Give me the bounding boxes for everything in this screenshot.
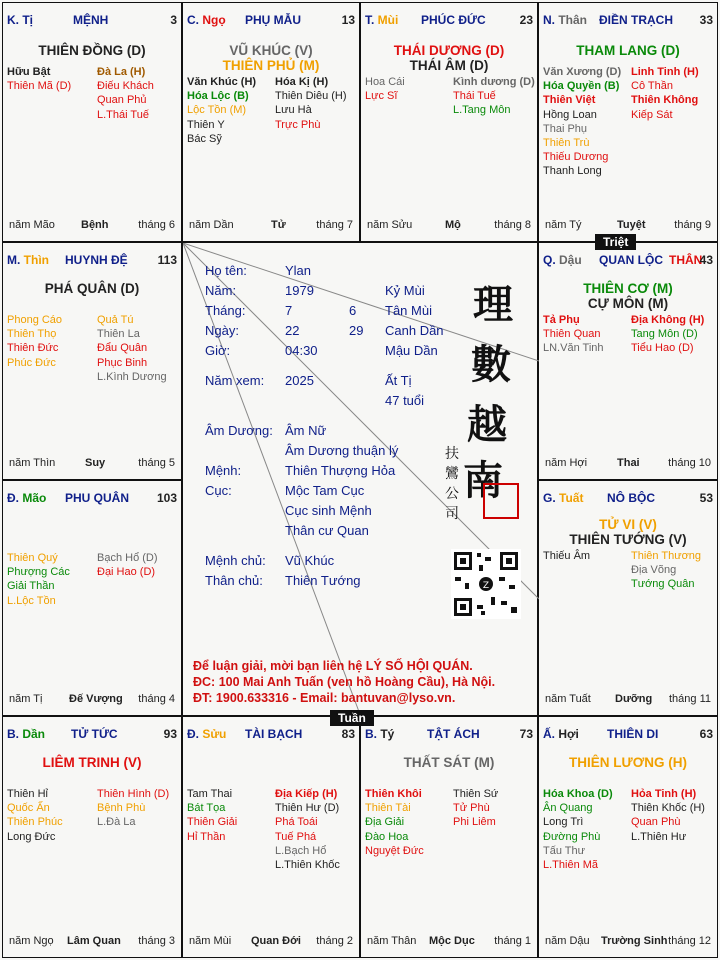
- star: Thiên Phúc: [7, 816, 63, 829]
- palace-header: [7, 253, 177, 269]
- palace-name: PHÚC ĐỨC: [421, 13, 486, 27]
- star: Thiên Thọ: [7, 328, 57, 341]
- label-nam: Năm:: [205, 283, 237, 298]
- footer-year: năm Tị: [9, 693, 43, 705]
- minor-stars-left: [543, 549, 590, 563]
- star: Thiên Mã (D): [7, 80, 72, 93]
- minor-stars-left: [365, 75, 405, 103]
- main-star: THẤT SÁT (M): [403, 755, 495, 770]
- main-star: TỬ VI (V): [599, 517, 657, 532]
- palace-footer: [189, 935, 353, 949]
- star: Thanh Long: [543, 165, 602, 178]
- star: Thiên Việt: [543, 94, 596, 107]
- star: Thiên Hư (D): [275, 802, 340, 815]
- star: Quan Phù: [631, 816, 681, 829]
- star: Phi Liêm: [453, 816, 496, 829]
- palace-footer: [9, 693, 175, 707]
- star: Quốc Ấn: [7, 802, 50, 815]
- minor-stars-right: [97, 313, 167, 384]
- value-cuc-3: Thân cư Quan: [285, 523, 369, 538]
- palace-header: [7, 491, 177, 507]
- minor-stars-left: [187, 75, 256, 146]
- palace-header: [7, 13, 177, 29]
- footer-stage: Tử: [271, 219, 286, 231]
- palace-ty-ti: [360, 716, 538, 958]
- footer-month: tháng 7: [316, 219, 353, 231]
- palace-footer: [9, 219, 175, 233]
- star: L.Bạch Hổ: [275, 844, 327, 857]
- palace-number: 3: [170, 13, 177, 27]
- palace-stem-branch: M. Thìn: [7, 253, 49, 267]
- palace-thin: [2, 242, 182, 480]
- contact-line-3: ĐT: 1900.633316 - Email: bantuvan@lyso.vn.: [193, 691, 456, 705]
- star: Thiên Giải: [187, 816, 238, 829]
- palace-stem-branch: C. Ngọ: [187, 13, 226, 27]
- value-cuc-2: Cục sinh Mệnh: [285, 503, 372, 518]
- main-star: THÁI ÂM (D): [409, 58, 489, 73]
- star: Đường Phù: [543, 830, 601, 843]
- star: L.Thái Tuế: [97, 108, 149, 121]
- palace-stem-branch: Ấ. Hợi: [543, 727, 579, 741]
- value-gio-can: Mậu Dần: [385, 343, 438, 358]
- palace-name: MỆNH: [73, 13, 109, 27]
- star: Tuế Phá: [275, 830, 317, 843]
- star: Phá Toái: [275, 816, 318, 829]
- minor-stars-right: [631, 787, 705, 844]
- star: L.Thiên Mã: [543, 859, 599, 872]
- palace-stem-branch: B. Dần: [7, 727, 46, 741]
- palace-number: 73: [519, 727, 533, 741]
- palace-name: TÀI BẠCH: [245, 727, 303, 741]
- calligraphy-small: 公: [445, 486, 459, 502]
- value-gio: 04:30: [285, 343, 318, 358]
- star: Thiên Diêu (H): [275, 90, 347, 103]
- star: Hữu Bật: [7, 66, 51, 78]
- palace-number: 103: [156, 491, 177, 505]
- triet-badge: Triệt: [595, 234, 636, 250]
- red-seal-icon: [483, 483, 519, 519]
- star: Thiên Đức: [7, 342, 59, 355]
- palace-header: [365, 727, 533, 743]
- label-ho-ten: Họ tên:: [205, 263, 247, 278]
- value-menh: Thiên Thượng Hỏa: [285, 463, 396, 478]
- value-tuoi: 47 tuổi: [385, 393, 425, 408]
- star: Cô Thần: [631, 80, 673, 93]
- star: LN.Văn Tinh: [543, 342, 604, 355]
- star: L.Thiên Hư: [631, 830, 687, 843]
- value-than-chu: Thiên Tướng: [285, 573, 361, 588]
- star: Lưu Hà: [275, 104, 312, 117]
- value-ho-ten: Ylan: [285, 263, 312, 278]
- star: Địa Võng: [631, 564, 677, 577]
- palace-name: NÔ BỘC: [607, 491, 655, 505]
- palace-name: QUAN LỘC: [599, 253, 663, 267]
- qr-code-icon: [451, 549, 521, 619]
- star: Thiên La: [97, 328, 140, 341]
- palace-header: [365, 13, 533, 29]
- star: Tướng Quân: [631, 578, 695, 591]
- star: Đẩu Quân: [97, 342, 148, 355]
- footer-year: năm Thìn: [9, 457, 56, 469]
- minor-stars-left: [365, 787, 424, 858]
- main-star: THIÊN CƠ (M): [583, 281, 673, 296]
- palace-stem-branch: K. Tị: [7, 13, 33, 27]
- footer-year: năm Dần: [189, 219, 234, 231]
- star: Thiên Thương: [631, 550, 702, 562]
- palace-hoi: [538, 716, 718, 958]
- star: Quan Phủ: [97, 94, 147, 107]
- star: Điếu Khách: [97, 80, 154, 93]
- palace-stem-branch: B. Tý: [365, 727, 395, 741]
- star: L.Thiên Khốc: [275, 859, 340, 872]
- star: Tử Phù: [453, 802, 490, 815]
- star: Hỉ Thần: [187, 830, 226, 843]
- star: Văn Xương (D): [543, 66, 622, 78]
- label-nam-xem: Năm xem:: [205, 373, 265, 388]
- star: Bát Tọa: [187, 802, 226, 815]
- star: Thiếu Âm: [543, 550, 591, 562]
- star: Quả Tú: [97, 314, 134, 326]
- palace-dau: [538, 242, 718, 480]
- star: Long Trì: [543, 816, 584, 829]
- value-nam-can: Kỷ Mùi: [385, 283, 425, 298]
- star: Địa Giải: [365, 816, 405, 829]
- main-star: THIÊN PHỦ (M): [222, 58, 320, 73]
- star: Hồng Loan: [543, 108, 597, 121]
- star: Thiên Khốc (H): [631, 802, 705, 815]
- palace-name: ĐIỀN TRẠCH: [599, 13, 673, 27]
- star: L.Lộc Tồn: [7, 594, 56, 607]
- palace-stem-branch: Đ. Mão: [7, 491, 47, 505]
- palace-name: PHỤ MẪU: [245, 13, 301, 27]
- palace-mao: [2, 480, 182, 716]
- star: Nguyệt Đức: [365, 844, 424, 857]
- star: Địa Kiếp (H): [275, 788, 338, 800]
- calligraphy-small: 司: [445, 506, 459, 522]
- palace-number: 13: [341, 13, 355, 27]
- value-ngay: 22: [285, 323, 300, 338]
- palace-header: [543, 491, 713, 507]
- than-marker: THÂN: [669, 253, 703, 267]
- minor-stars-left: [543, 313, 604, 356]
- footer-month: tháng 5: [138, 457, 175, 469]
- footer-year: năm Mão: [9, 219, 55, 231]
- star: Thái Tuế: [453, 90, 496, 103]
- calligraphy-char: 越: [467, 401, 507, 448]
- minor-stars-right: [453, 75, 535, 118]
- star: Ân Quang: [543, 802, 593, 815]
- label-cuc: Cục:: [205, 483, 232, 498]
- footer-stage: Mộc Dục: [429, 935, 475, 947]
- palace-footer: [189, 219, 353, 233]
- palace-footer: [545, 935, 711, 949]
- star: L.Tang Môn: [453, 104, 511, 117]
- value-nam: 1979: [285, 283, 314, 298]
- contact-line-2: ĐC: 100 Mai Anh Tuấn (ven hồ Hoàng Cầu), Hà Nội.: [193, 675, 496, 689]
- tuan-badge: Tuần: [330, 710, 374, 726]
- footer-month: tháng 11: [668, 693, 711, 705]
- footer-stage: Trường Sinh: [601, 935, 668, 947]
- star: Hoa Cái: [365, 76, 405, 88]
- minor-stars-right: [453, 787, 498, 830]
- calligraphy-small: 鸞: [445, 466, 459, 482]
- label-am-duong: Âm Dương:: [205, 423, 273, 438]
- star: Phúc Đức: [7, 356, 56, 369]
- main-star: THIÊN LƯƠNG (H): [569, 755, 687, 770]
- star: Hỏa Tinh (H): [631, 788, 697, 800]
- star: Bác Sỹ: [187, 132, 222, 145]
- footer-year: năm Dậu: [545, 935, 590, 947]
- star: Thiên Sứ: [453, 788, 499, 800]
- value-thang-can: Tân Mùi: [385, 303, 432, 318]
- palace-footer: [545, 457, 711, 471]
- star: Đại Hao (D): [97, 566, 156, 579]
- star: Linh Tinh (H): [631, 66, 699, 78]
- palace-number: 33: [699, 13, 713, 27]
- star: Bạch Hổ (D): [97, 552, 158, 564]
- palace-name: THIÊN DI: [607, 727, 659, 741]
- footer-month: tháng 2: [316, 935, 353, 947]
- star: Thiên Không: [631, 94, 699, 107]
- star: Phục Binh: [97, 356, 148, 369]
- star: Hóa Khoa (D): [543, 788, 613, 800]
- palace-stem-branch: Đ. Sửu: [187, 727, 227, 741]
- palace-dan: [2, 716, 182, 958]
- minor-stars-left: [7, 551, 70, 608]
- label-menh: Mệnh:: [205, 463, 242, 478]
- star: Thiên Tài: [365, 802, 411, 815]
- star: Văn Khúc (H): [187, 76, 257, 88]
- footer-year: năm Tý: [545, 219, 582, 231]
- label-menh-chu: Mệnh chủ:: [205, 553, 266, 568]
- value-nam-xem: 2025: [285, 373, 314, 388]
- label-gio: Giờ:: [205, 343, 231, 358]
- star: Giải Thần: [7, 580, 55, 593]
- footer-stage: Thai: [617, 457, 640, 469]
- center-info-panel: [182, 242, 538, 716]
- footer-month: tháng 3: [138, 935, 175, 947]
- footer-month: tháng 4: [138, 693, 175, 705]
- footer-stage: Bệnh: [81, 219, 109, 231]
- palace-ty: [2, 2, 182, 242]
- star: Thiên Hỉ: [7, 788, 48, 800]
- star: Thiên Khôi: [365, 788, 422, 800]
- star: Thai Phụ: [543, 122, 588, 135]
- palace-header: [7, 727, 177, 743]
- main-star: THAM LANG (D): [576, 43, 680, 58]
- footer-stage: Suy: [85, 457, 106, 469]
- star: Tang Môn (D): [631, 328, 698, 341]
- palace-footer: [367, 935, 531, 949]
- minor-stars-right: [631, 549, 701, 592]
- palace-header: [187, 727, 355, 743]
- footer-stage: Mộ: [445, 219, 461, 231]
- palace-name: PHU QUÂN: [65, 491, 130, 505]
- footer-month: tháng 1: [494, 935, 531, 947]
- star: Đào Hoa: [365, 830, 409, 843]
- star: Thiếu Dương: [543, 151, 609, 164]
- value-cuc: Mộc Tam Cục: [285, 483, 365, 498]
- star: Thiên Trù: [543, 137, 590, 150]
- star: Hóa Quyền (B): [543, 80, 620, 93]
- main-star: THÁI DƯƠNG (D): [393, 43, 505, 58]
- star: Kình dương (D): [453, 76, 535, 88]
- star: Trực Phù: [275, 118, 321, 131]
- footer-stage: Tuyệt: [617, 219, 646, 231]
- palace-suu: [182, 716, 360, 958]
- palace-footer: [545, 693, 711, 707]
- footer-stage: Lâm Quan: [67, 935, 121, 947]
- footer-stage: Dưỡng: [615, 693, 653, 705]
- palace-stem-branch: G. Tuất: [543, 491, 584, 505]
- main-star: THIÊN TƯỚNG (V): [569, 532, 687, 547]
- label-than-chu: Thân chủ:: [205, 573, 263, 588]
- star: Tiểu Hao (D): [631, 342, 694, 355]
- star: Thiên Quan: [543, 328, 601, 341]
- minor-stars-right: [97, 787, 169, 830]
- palace-header: [187, 13, 355, 29]
- calligraphy-char: 南: [463, 457, 503, 504]
- footer-year: năm Hợi: [545, 457, 588, 469]
- palace-footer: [9, 457, 175, 471]
- palace-header: [543, 13, 713, 29]
- palace-stem-branch: T. Mùi: [365, 13, 399, 27]
- palace-tuat: [538, 480, 718, 716]
- label-thang: Tháng:: [205, 303, 246, 318]
- minor-stars-right: [97, 551, 158, 579]
- star: L.Đà La: [97, 816, 136, 829]
- star: Long Đức: [7, 830, 56, 843]
- value-am-duong-2: Âm Dương thuận lý: [285, 443, 399, 458]
- svg-text:Z: Z: [482, 581, 490, 591]
- star: Đà La (H): [97, 66, 146, 78]
- value-ngay-am: 29: [349, 323, 364, 338]
- value-ngay-can: Canh Dần: [385, 323, 444, 338]
- palace-number: 93: [163, 727, 177, 741]
- label-ngay: Ngày:: [205, 323, 239, 338]
- star: Thiên Hình (D): [97, 788, 170, 800]
- footer-month: tháng 6: [138, 219, 175, 231]
- palace-than: [538, 2, 718, 242]
- footer-month: tháng 10: [668, 457, 711, 469]
- footer-month: tháng 9: [674, 219, 711, 231]
- minor-stars-right: [275, 787, 340, 872]
- minor-stars-right: [631, 313, 704, 356]
- footer-stage: Đế Vượng: [69, 693, 123, 705]
- palace-header: [543, 253, 713, 269]
- minor-stars-right: [631, 65, 699, 122]
- value-menh-chu: Vũ Khúc: [285, 553, 335, 568]
- palace-number: 23: [519, 13, 533, 27]
- minor-stars-right: [275, 75, 347, 132]
- palace-mui: [360, 2, 538, 242]
- palace-stem-branch: Q. Dậu: [543, 253, 582, 267]
- footer-month: tháng 12: [668, 935, 711, 947]
- palace-number: 63: [699, 727, 713, 741]
- star: Tấu Thư: [543, 844, 586, 857]
- palace-number: 113: [157, 253, 177, 267]
- minor-stars-left: [543, 787, 613, 872]
- footer-stage: Quan Đới: [251, 935, 301, 947]
- minor-stars-right: [97, 65, 154, 122]
- minor-stars-left: [187, 787, 237, 844]
- main-star: THIÊN ĐỒNG (D): [38, 43, 146, 58]
- minor-stars-left: [7, 787, 63, 844]
- palace-footer: [367, 219, 531, 233]
- calligraphy-char: 理: [473, 281, 513, 328]
- star: Hóa Kị (H): [275, 76, 329, 88]
- star: Bệnh Phù: [97, 802, 146, 815]
- value-thang: 7: [285, 303, 293, 318]
- star: Tam Thai: [187, 788, 233, 800]
- calligraphy-char: 數: [471, 341, 511, 388]
- star: Tả Phụ: [543, 314, 580, 326]
- palace-number: 53: [699, 491, 713, 505]
- star: Lộc Tồn (M): [187, 104, 247, 117]
- main-star: LIÊM TRINH (V): [42, 755, 142, 770]
- palace-header: [543, 727, 713, 743]
- footer-year: năm Tuất: [545, 693, 591, 705]
- palace-name: TẬT ÁCH: [427, 727, 480, 741]
- footer-month: tháng 8: [494, 219, 531, 231]
- palace-number: 43: [699, 253, 713, 267]
- palace-name: HUYNH ĐỆ: [65, 253, 128, 267]
- star: Thiên Quý: [7, 552, 58, 564]
- palace-name: TỬ TỨC: [71, 727, 118, 741]
- calligraphy-small: 扶: [445, 446, 459, 462]
- value-nam-xem-can: Ất Tị: [385, 373, 412, 388]
- minor-stars-left: [7, 65, 71, 93]
- palace-footer: [545, 219, 711, 233]
- footer-year: năm Thân: [367, 935, 417, 947]
- palace-stem-branch: N. Thân: [543, 13, 588, 27]
- star: Phượng Các: [7, 566, 70, 579]
- star: Kiếp Sát: [631, 108, 673, 121]
- star: Lực Sĩ: [365, 90, 398, 103]
- value-am-duong: Âm Nữ: [285, 423, 327, 438]
- contact-line-1: Để luận giải, mời bạn liên hệ LÝ SỐ HỘI QUÁN.: [193, 659, 473, 673]
- palace-ngo: [182, 2, 360, 242]
- main-star: VŨ KHÚC (V): [229, 43, 313, 58]
- star: Địa Không (H): [631, 314, 705, 326]
- palace-footer: [9, 935, 175, 949]
- footer-year: năm Sửu: [367, 219, 413, 231]
- star: Thiên Y: [187, 118, 225, 131]
- star: L.Kình Dương: [97, 370, 167, 383]
- main-star: CỰ MÔN (M): [587, 296, 669, 311]
- minor-stars-left: [7, 313, 62, 370]
- footer-year: năm Mùi: [189, 935, 232, 947]
- value-thang-am: 6: [349, 303, 357, 318]
- minor-stars-left: [543, 65, 621, 179]
- star: Phong Cáo: [7, 314, 63, 326]
- palace-number: 83: [341, 727, 355, 741]
- footer-year: năm Ngọ: [9, 935, 54, 947]
- star: Hóa Lộc (B): [187, 90, 249, 103]
- main-star: PHÁ QUÂN (D): [44, 281, 140, 296]
